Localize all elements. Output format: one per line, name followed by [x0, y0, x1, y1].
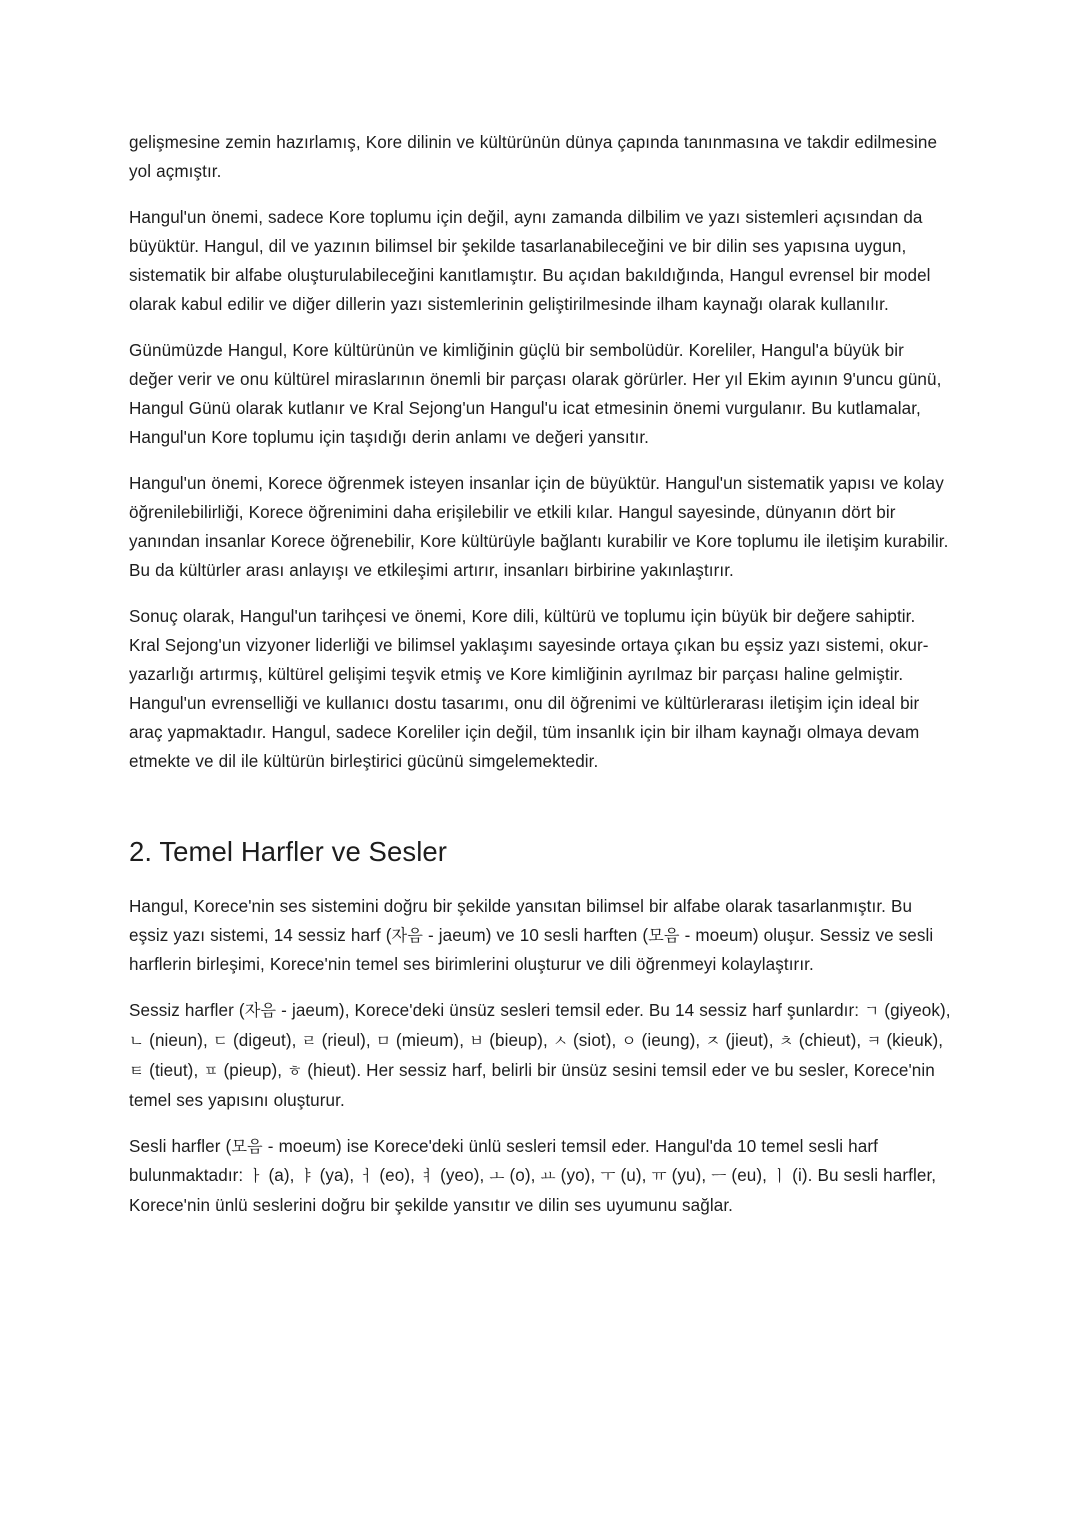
paragraph-consonants: Sessiz harfler (자음 - jaeum), Korece'deki ünsüz sesleri temsil eder. Bu 14 sessiz harf şunlardır: ㄱ (giyeok), ㄴ (nieun), ㄷ (digeut), ㄹ (rieul), ㅁ (mieum), ㅂ (bieup), ㅅ (siot), ㅇ (ieung), ㅈ (jieut), ㅊ (chieut), ㅋ (kieuk), ㅌ (tieut), ㅍ (pieup), ㅎ (hieut). Her sessiz harf, belirli bir ünsüz sesini temsil eder ve bu sesler, Korece'nin temel ses yapısını oluşturur. — [129, 1001, 951, 1110]
document-content-column — [129, 128, 951, 1220]
paragraph-conclusion: Sonuç olarak, Hangul'un tarihçesi ve önemi, Kore dili, kültürü ve toplumu için büyük bir değere sahiptir. Kral Sejong'un vizyoner liderliği ve bilimsel yaklaşımı sayesinde ortaya çıkan bu eşsiz yazı sistemi, okur-yazarlığı artırmış, kültürel gelişimi teşvik etmiş ve Kore kimliğinin ayrılmaz bir parçası haline gelmiştir. Hangul'un evrenselliği ve kullanıcı dostu tasarımı, onu dil öğrenimi ve kültürlerarası iletişim için ideal bir araç yapmaktadır. Hangul, sadece Koreliler için değil, tüm insanlık için bir ilham kaynağı olmaya devam etmekte ve dil ile kültürün birleştirici gücünü simgelemektedir. — [129, 607, 929, 771]
paragraph-hangul-linguistic-importance: Hangul'un önemi, sadece Kore toplumu için değil, aynı zamanda dilbilim ve yazı sistemleri açısından da büyüktür. Hangul, dil ve yazının bilimsel bir şekilde tasarlanabileceğini ve bir dilin ses yapısına uygun, sistematik bir alfabe oluşturulabileceğini kanıtlamıştır. Bu açıdan bakıldığında, Hangul evrensel bir model olarak kabul edilir ve diğer dillerin yazı sistemlerinin geliştirilmesinde ilham kaynağı olarak kullanılır. — [129, 208, 931, 314]
paragraph-hangul-cultural-symbol: Günümüzde Hangul, Kore kültürünün ve kimliğinin güçlü bir sembolüdür. Koreliler, Hangul'a büyük bir değer verir ve onu kültürel miraslarının önemli bir parçası olarak görürler. Her yıl Ekim ayının 9'uncu günü, Hangul Günü olarak kutlanır ve Kral Sejong'un Hangul'u icat etmesinin önemi vurgulanır. Bu kutlamalar, Hangul'un Kore toplumu için taşıdığı derin anlamı ve değeri yansıtır. — [129, 341, 942, 447]
paragraph-hangul-for-learners: Hangul'un önemi, Korece öğrenmek isteyen insanlar için de büyüktür. Hangul'un sistematik yapısı ve kolay öğrenilebilirliği, Korece öğrenimini daha erişilebilir ve etkili kılar. Hangul sayesinde, dünyanın dört bir yanından insanlar Korece öğrenebilir, Kore kültürüyle bağlantı kurabilir ve Kore toplumu ile iletişim kurabilir. Bu da kültürler arası anlayışı ve etkileşimi artırır, insanları birbirine yakınlaştırır. — [129, 474, 949, 580]
paragraph-alphabet-overview: Hangul, Korece'nin ses sistemini doğru bir şekilde yansıtan bilimsel bir alfabe olarak tasarlanmıştır. Bu eşsiz yazı sistemi, 14 sessiz harf (자음 - jaeum) ve 10 sesli harften (모음 - moeum) oluşur. Sessiz ve sesli harflerin birleşimi, Korece'nin temel ses birimlerini oluşturur ve dili öğrenmeyi kolaylaştırır. — [129, 897, 934, 974]
paragraph-vowels: Sesli harfler (모음 - moeum) ise Korece'deki ünlü sesleri temsil eder. Hangul'da 10 temel sesli harf bulunmaktadır: ㅏ (a), ㅑ (ya), ㅓ (eo), ㅕ (yeo), ㅗ (o), ㅛ (yo), ㅜ (u), ㅠ (yu), ㅡ (eu), ㅣ (i). Bu sesli harfler, Korece'nin ünlü seslerini doğru bir şekilde yansıtır ve dilin ses uyumunu sağlar. — [129, 1137, 937, 1215]
section-heading-temel-harfler-ve-sesler: 2. Temel Harfler ve Sesler — [129, 836, 448, 867]
paragraph-intro-continuation: gelişmesine zemin hazırlamış, Kore dilinin ve kültürünün dünya çapında tanınmasına ve takdir edilmesine yol açmıştır. — [129, 133, 938, 181]
